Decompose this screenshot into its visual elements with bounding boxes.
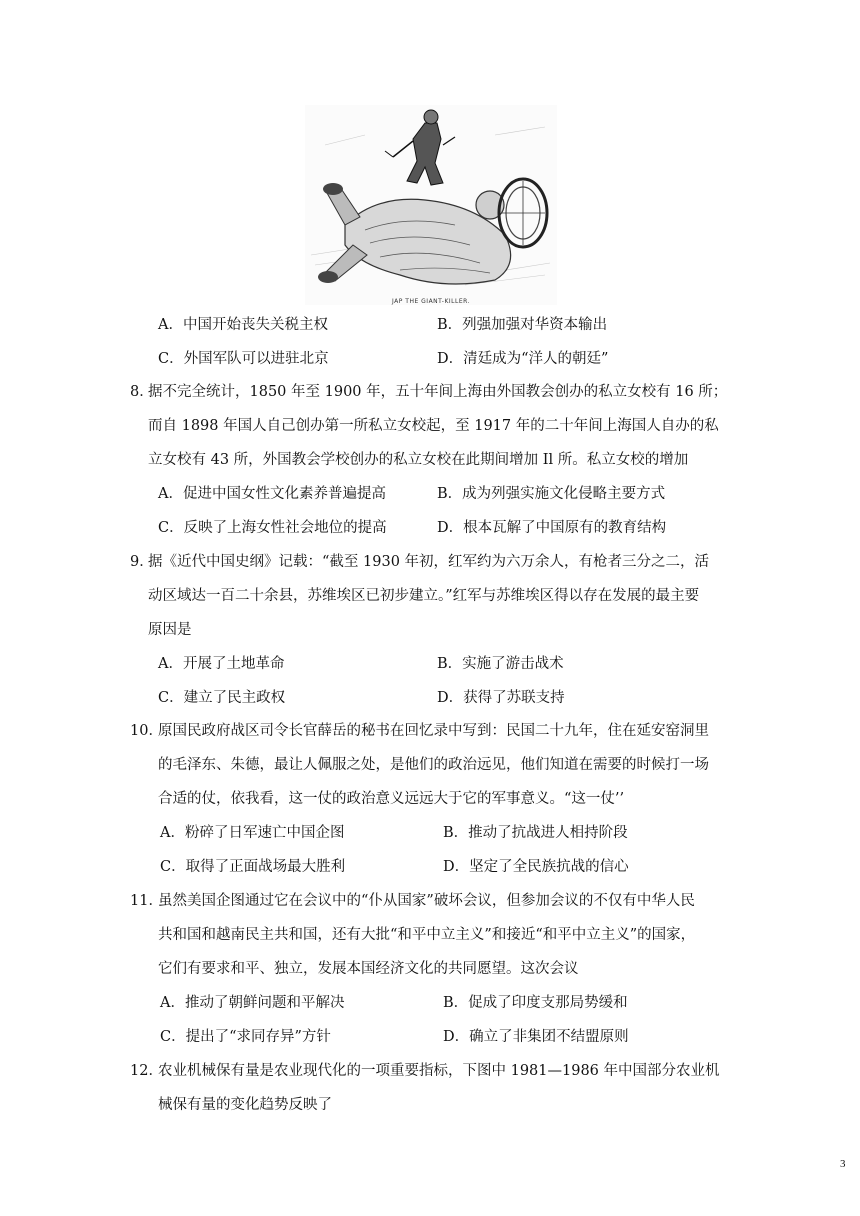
page-number: 3 (840, 1158, 846, 1170)
q12-stem-line: 械保有量的变化趋势反映了 (158, 1097, 332, 1113)
q8-option-a: A．促进中国女性文化素养普遍提高 (158, 486, 386, 502)
q11-option-c: C．提出了“求同存异”方针 (160, 1029, 331, 1045)
q7-option-d: D．清廷成为“洋人的朝廷” (437, 351, 609, 367)
q9-option-d: D．获得了苏联支持 (437, 690, 565, 706)
q10-option-c: C．取得了正面战场最大胜利 (160, 859, 346, 875)
q12-stem-line: 农业机械保有量是农业现代化的一项重要指标，下图中 1981—1986 年中国部分农业机 (158, 1063, 720, 1079)
q7-option-c: C．外国军队可以进驻北京 (158, 351, 329, 367)
q10-option-b: B．推动了抗战进人相持阶段 (443, 825, 628, 841)
q11-option-a: A．推动了朝鲜问题和平解决 (160, 995, 345, 1011)
q11-number: 11． (130, 893, 163, 909)
q8-stem-line: 据不完全统计，1850 年至 1900 年，五十年间上海由外国教会创办的私立女校有 16 所； (148, 384, 728, 400)
cartoon-illustration (305, 105, 557, 305)
q11-option-b: B．促成了印度支那局势缓和 (443, 995, 628, 1011)
q8-number: 8． (130, 384, 154, 400)
q11-stem-line: 虽然美国企图通过它在会议中的“仆从国家”破坏会议，但参加会议的不仅有中华人民 (158, 893, 695, 909)
q9-option-c: C．建立了民主政权 (158, 690, 286, 706)
q10-stem-line: 原国民政府战区司令长官薛岳的秘书在回忆录中写到：民国二十九年，住在延安窑洞里 (158, 723, 709, 739)
q9-option-b: B．实施了游击战术 (437, 656, 564, 672)
q10-number: 10． (130, 723, 163, 739)
q10-stem-line: 合适的仗，依我看，这一仗的政治意义远远大于它的军事意义。“这一仗’’ (158, 791, 625, 807)
figure-caption: JAP THE GIANT-KILLER. (391, 298, 470, 305)
q10-stem-line: 的毛泽东、朱德，最让人佩服之处，是他们的政治远见，他们知道在需要的时候打一场 (158, 757, 709, 773)
q8-option-c: C．反映了上海女性社会地位的提高 (158, 520, 387, 536)
q8-stem-line: 立女校有 43 所，外国教会学校创办的私立女校在此期间增加 Il 所。私立女校的增加 (148, 452, 689, 468)
q9-option-a: A．开展了土地革命 (158, 656, 285, 672)
q11-stem-line: 它们有要求和平、独立，发展本国经济文化的共同愿望。这次会议 (158, 961, 579, 977)
q11-stem-line: 共和国和越南民主共和国，还有大批“和平中立主义”和接近“和平中立主义”的国家， (158, 927, 696, 943)
q9-stem-line: 原因是 (148, 622, 192, 638)
q9-stem-line: 动区域达一百二十余县，苏维埃区已初步建立。”红军与苏维埃区得以存在发展的最主要 (148, 588, 700, 604)
cartoon-figure (305, 105, 557, 305)
q8-stem-line: 而自 1898 年国人自己创办第一所私立女校起，至 1917 年的二十年间上海国人自办的私 (148, 418, 719, 434)
q8-option-d: D．根本瓦解了中国原有的教育结构 (437, 520, 667, 536)
q10-option-d: D．坚定了全民族抗战的信心 (443, 859, 629, 875)
q7-option-a: A．中国开始丧失关税主权 (158, 317, 328, 333)
q10-option-a: A．粉碎了日军速亡中国企图 (160, 825, 345, 841)
q9-number: 9． (130, 554, 154, 570)
q11-option-d: D．确立了非集团不结盟原则 (443, 1029, 629, 1045)
q12-number: 12． (130, 1063, 163, 1079)
q9-stem-line: 据《近代中国史纲》记载：“截至 1930 年初，红军约为六万余人，有枪者三分之二，活 (148, 554, 710, 570)
q8-option-b: B．成为列强实施文化侵略主要方式 (437, 486, 666, 502)
q7-option-b: B．列强加强对华资本输出 (437, 317, 608, 333)
